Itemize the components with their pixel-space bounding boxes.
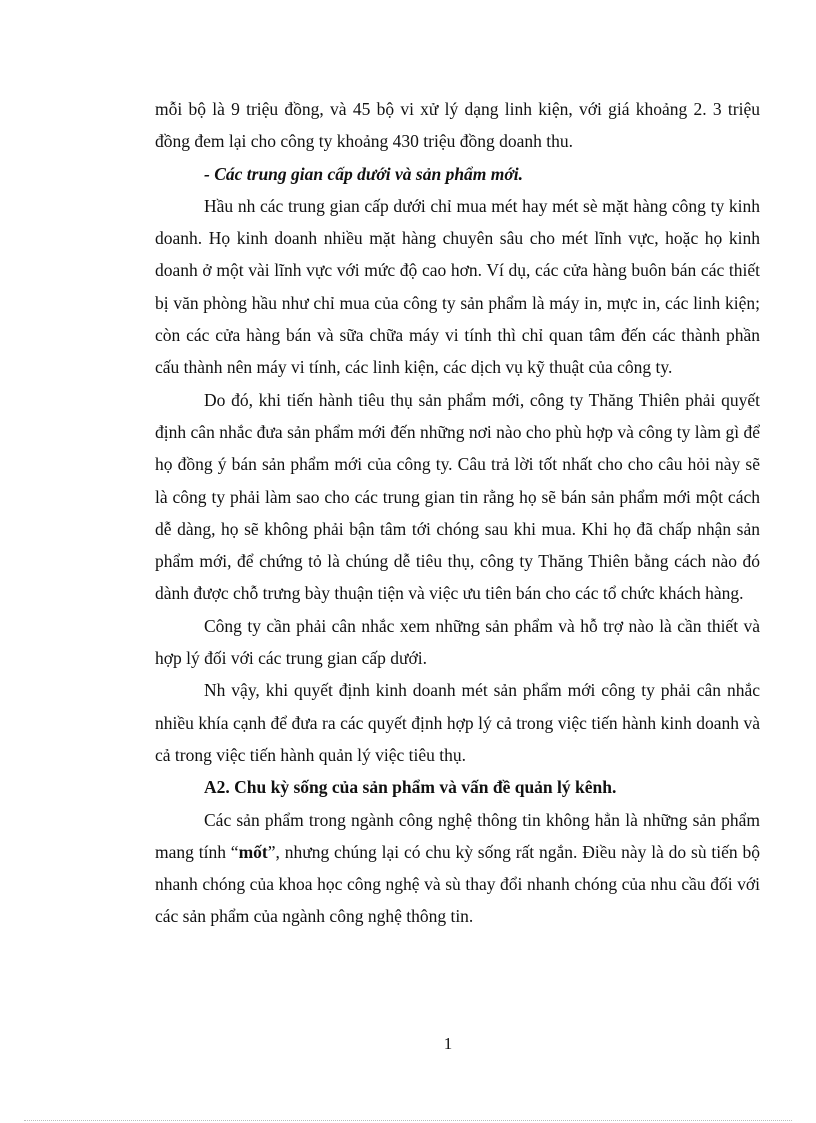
- paragraph-life-cycle-after: ”, nhưng chúng lại có chu kỳ sống rất ngắn. Điều này là do sù tiến bộ nhanh chóng của khoa học công nghệ và sù thay đổi nhanh chóng của nhu cầu đối với các sản phẩm của ngành công nghệ thông tin.: [155, 841, 761, 927]
- paragraph-conclusion: Nh vậy, khi quyết định kinh doanh mét sản phẩm mới công ty phải cân nhắc nhiều khía cạnh để đưa ra các quyết định hợp lý cả trong việc tiến hành kinh doanh và cả trong việc tiến hành quản lý việc tiêu thụ.: [155, 680, 760, 765]
- paragraph-continuation: mỗi bộ là 9 triệu đồng, và 45 bộ vi xử lý dạng linh kiện, với giá khoảng 2. 3 triệu đồng đem lại cho công ty khoảng 430 triệu đồng doanh thu.: [155, 99, 760, 152]
- page-bottom-divider: [24, 1120, 792, 1121]
- paragraph-intermediaries: Hầu nh các trung gian cấp dưới chỉ mua mét hay mét sè mặt hàng công ty kinh doanh. Họ kinh doanh nhiều mặt hàng chuyên sâu cho mét lĩnh vực, hoặc họ kinh doanh ở một vài lĩnh vực với mức độ cao hơn. Ví dụ, các cửa hàng buôn bán các thiết bị văn phòng hầu như chỉ mua của công ty sản phẩm là máy in, mực in, các linh kiện; còn các cửa hàng bán và sữa chữa máy vi tính thì chỉ quan tâm đến các thành phần cấu thành nên máy vi tính, các linh kiện, các dịch vụ kỹ thuật của công ty.: [155, 195, 760, 378]
- subheading-intermediaries: - Các trung gian cấp dưới và sản phẩm mới.: [204, 163, 524, 184]
- section-heading-a2: A2. Chu kỳ sống của sản phẩm và vấn đề quản lý kênh.: [204, 777, 617, 798]
- paragraph-life-cycle-before: Các sản phẩm trong ngành công nghệ thông tin không hẳn là những sản phẩm mang tính “: [155, 809, 760, 862]
- paragraph-support-considerations: Công ty cần phải cân nhắc xem những sản phẩm và hỗ trợ nào là cần thiết và hợp lý đối với các trung gian cấp dưới.: [155, 615, 760, 669]
- document-body: [155, 93, 760, 933]
- bold-word-mot: mốt: [238, 841, 268, 862]
- paragraph-life-cycle: [155, 804, 760, 933]
- page-number: 1: [443, 1034, 453, 1053]
- paragraph-new-product-decision: Do đó, khi tiến hành tiêu thụ sản phẩm mới, công ty Thăng Thiên phải quyết định cân nhắc đưa sản phẩm mới đến những nơi nào cho phù hợp và công ty làm gì để họ đồng ý bán sản phẩm mới của công ty. Câu trả lời tốt nhất cho cho câu hỏi này sẽ là công ty phải làm sao cho các trung gian tin rằng họ sẽ bán sản phẩm mới một cách dễ dàng, họ sẽ không phải bận tâm tới chóng sau khi mua. Khi họ đã chấp nhận sản phẩm mới, để chứng tỏ là chúng dễ tiêu thụ, công ty Thăng Thiên bằng cách nào đó dành được chỗ trưng bày thuận tiện và việc ưu tiên bán cho các tổ chức khách hàng.: [155, 389, 760, 604]
